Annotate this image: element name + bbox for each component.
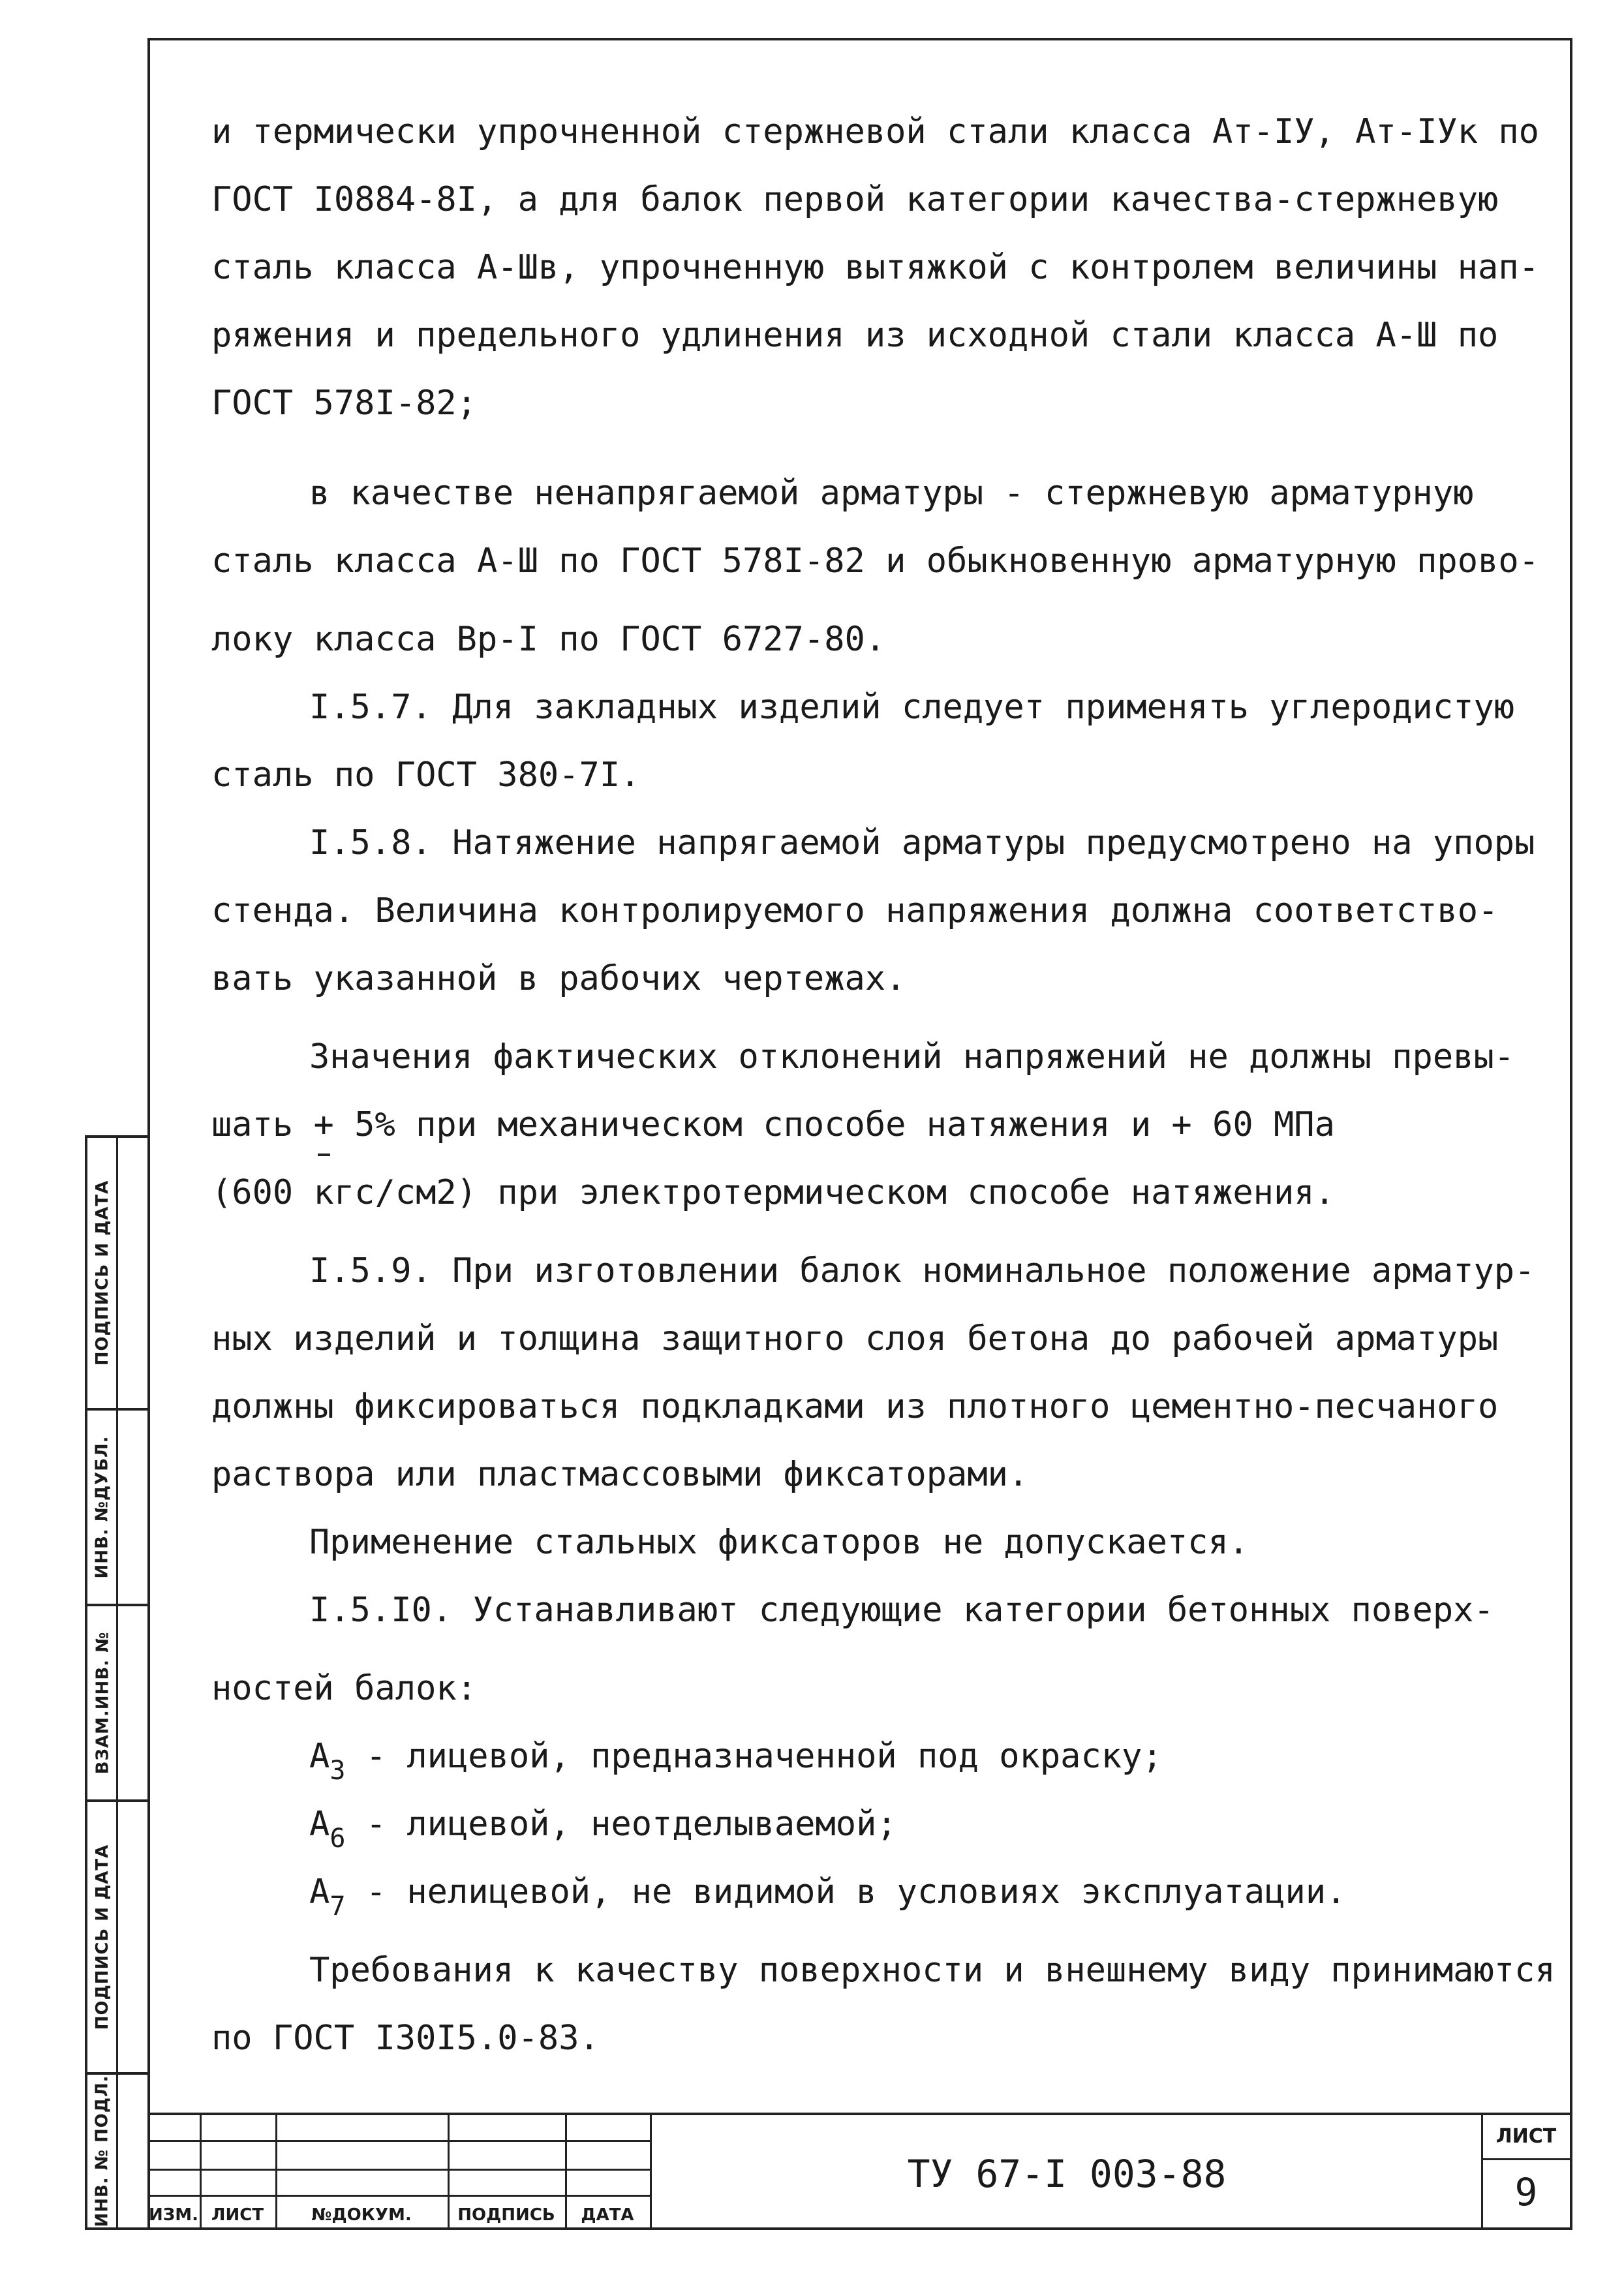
text-line: Применение стальных фиксаторов не допускается. xyxy=(309,1523,1249,1562)
text-line: сталь класса А-Шв, упрочненную вытяжкой с контролем величины нап- xyxy=(211,248,1539,287)
subscript: 7 xyxy=(329,1891,346,1921)
stamp-cell xyxy=(87,2075,150,2227)
text-fragment: А xyxy=(309,1872,330,1912)
title-block-line xyxy=(147,2169,650,2171)
text-line: Требования к качеству поверхности и внешнему виду принимаются xyxy=(309,1951,1555,1990)
text-line xyxy=(211,1790,1549,1858)
text-line: (600 кгс/см2) при электротермическом способе натяжения. xyxy=(211,1173,1335,1212)
column-label-sheet: ЛИСТ xyxy=(211,2205,264,2225)
text-line: локу класса Вр-I по ГОСТ 6727-80. xyxy=(211,620,886,659)
text-line: I.5.9. При изготовлении балок номинальное положение арматур- xyxy=(309,1251,1535,1291)
stamp-cell xyxy=(87,1802,150,2075)
text-line: и термически упрочненной стержневой стали класса Ат-IУ, Ат-IУк по xyxy=(211,112,1539,151)
document-body xyxy=(211,98,1555,2072)
text-line: I.5.8. Натяжение напрягаемой арматуры предусмотрено на упоры xyxy=(309,823,1535,863)
subscript: 6 xyxy=(329,1824,346,1854)
sheet-number: 9 xyxy=(1514,2170,1538,2214)
subscript: 3 xyxy=(329,1756,346,1786)
text-line: ГОСТ I0884-8I, а для балок первой категории качества-стержневую xyxy=(211,180,1499,219)
text-line: ряжения и предельного удлинения из исходной стали класса А-Ш по xyxy=(211,316,1499,355)
text-line xyxy=(211,1722,1549,1790)
text-line: должны фиксироваться подкладками из плотного цементно-песчаного xyxy=(211,1387,1499,1426)
title-block-line xyxy=(147,2140,650,2142)
stamp-label: ВЗАМ.ИНВ. № xyxy=(93,1631,112,1775)
text-line: ных изделий и толщина защитного слоя бетона до рабочей арматуры xyxy=(211,1319,1499,1358)
text-fragment: - лицевой, неотделываемой; xyxy=(345,1805,897,1844)
text-line: сталь класса А-Ш по ГОСТ 578I-82 и обыкновенную арматурную прово- xyxy=(211,542,1539,581)
title-block-line xyxy=(650,2115,652,2230)
text-line xyxy=(211,1858,1549,1926)
title-block-line xyxy=(147,2195,650,2197)
column-label-document: №ДОКУМ. xyxy=(311,2205,412,2225)
text-fragment: - лицевой, предназначенной под окраску; xyxy=(345,1737,1163,1776)
column-label-signature: ПОДПИСЬ xyxy=(457,2205,555,2225)
stamp-label: ИНВ. №ДУБЛ. xyxy=(93,1435,113,1579)
stamp-label: ИНВ. № ПОДЛ. xyxy=(93,2075,112,2227)
text-line xyxy=(211,1091,1549,1159)
sheet-label: ЛИСТ xyxy=(1495,2124,1557,2148)
text-line: по ГОСТ I30I5.0-83. xyxy=(211,2019,600,2058)
text-line: ностей балок: xyxy=(211,1669,477,1708)
text-fragment: 5% при механическом способе натяжения и + 60 МПа xyxy=(333,1105,1335,1144)
text-line: I.5.7. Для закладных изделий следует применять углеродистую xyxy=(309,688,1515,727)
stamp-cell xyxy=(87,1138,150,1411)
text-line: ГОСТ 578I-82; xyxy=(211,384,477,423)
column-label-date: ДАТА xyxy=(581,2205,634,2225)
document-code: ТУ 67-I 003-88 xyxy=(907,2152,1227,2196)
side-stamp xyxy=(85,1135,150,2230)
text-fragment: шать xyxy=(211,1105,314,1144)
stamp-label: ПОДПИСЬ И ДАТА xyxy=(93,1180,112,1366)
plus-minus-sign: + xyxy=(314,1091,334,1159)
text-line: вать указанной в рабочих чертежах. xyxy=(211,959,906,998)
stamp-cell xyxy=(87,1606,150,1802)
text-line: сталь по ГОСТ 380-7I. xyxy=(211,756,641,795)
text-fragment: А xyxy=(309,1805,330,1844)
stamp-label: ПОДПИСЬ И ДАТА xyxy=(93,1844,112,2030)
text-line: раствора или пластмассовыми фиксаторами. xyxy=(211,1455,1029,1494)
stamp-cell xyxy=(87,1411,150,1606)
text-line: стенда. Величина контролируемого напряжения должна соответство- xyxy=(211,891,1499,930)
text-line: I.5.I0. Устанавливают следующие категории бетонных поверх- xyxy=(309,1591,1494,1630)
column-label-change: ИЗМ. xyxy=(149,2205,198,2225)
text-fragment: - нелицевой, не видимой в условиях эксплуатации. xyxy=(345,1872,1347,1912)
text-fragment: А xyxy=(309,1737,330,1776)
text-line: в качестве ненапрягаемой арматуры - стержневую арматурную xyxy=(309,474,1474,513)
text-line: Значения фактических отклонений напряжений не должны превы- xyxy=(309,1037,1515,1077)
